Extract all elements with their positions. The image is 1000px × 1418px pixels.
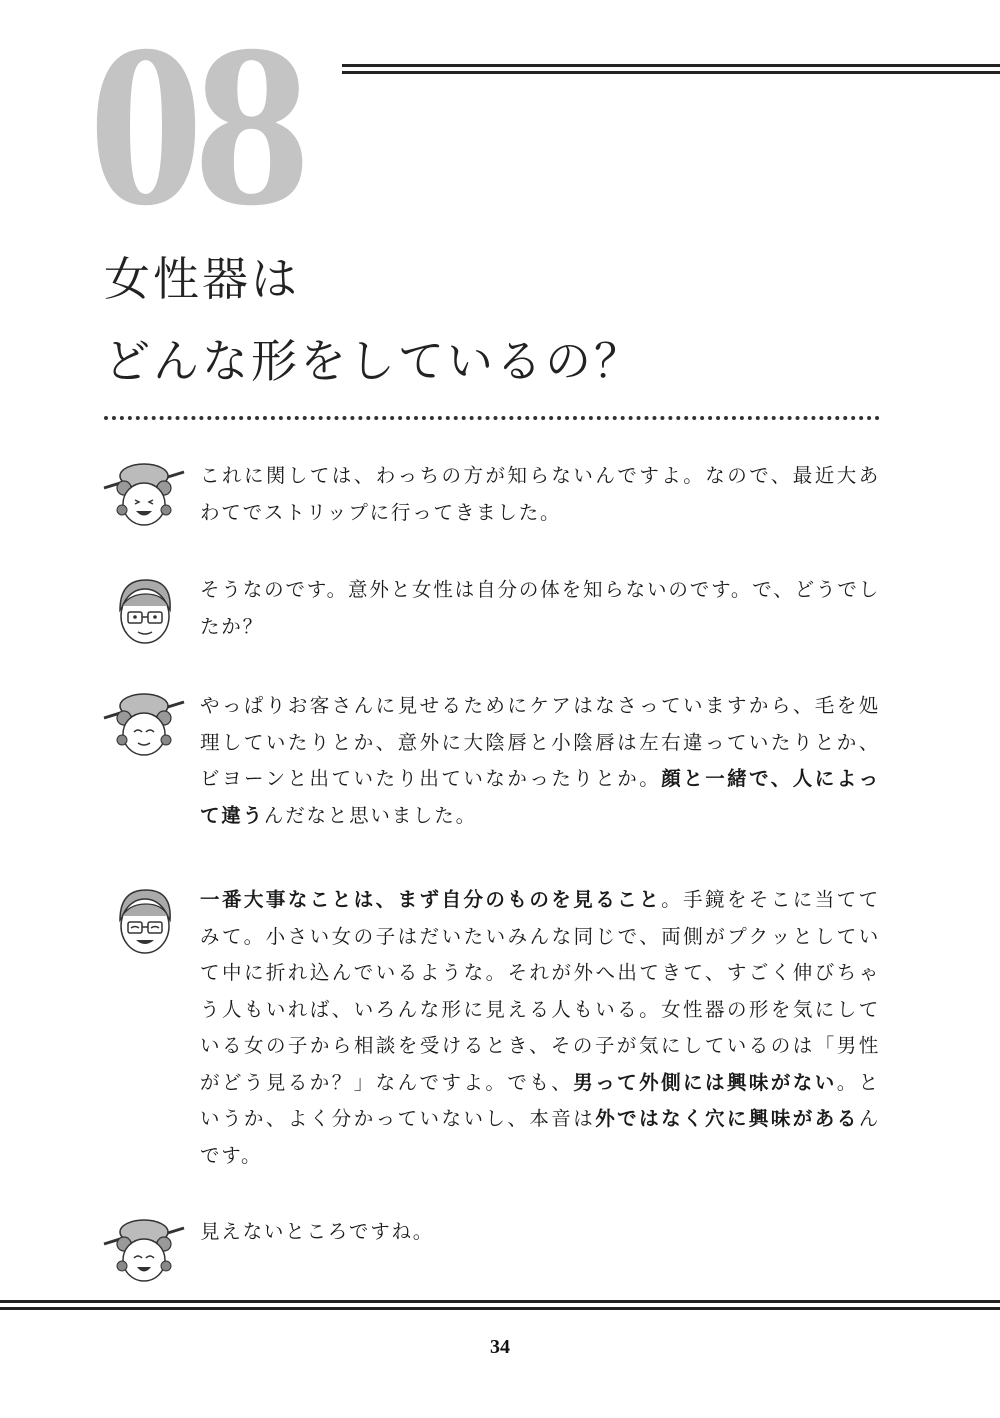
dialogue-text: [200, 688, 880, 834]
dialogue-text: [200, 882, 880, 1174]
woman-avatar-icon: [100, 1214, 188, 1292]
woman-avatar-icon: [100, 688, 188, 766]
bold-text-segment: 一番大事なことは、まず自分のものを見ること: [200, 888, 662, 911]
top-double-rule: [342, 64, 1000, 74]
page-number: 34: [490, 1336, 510, 1358]
text-segment: やっぱりお客さんに見せるためにケアはなさっていますから、毛を処理していたりとか、意外に大陰唇と小陰唇は左右違っていたりとか、ビヨーンと出ていたり出ていなかったりとか。: [200, 694, 880, 790]
dialogue-text: [200, 458, 880, 531]
chapter-title: [104, 238, 643, 402]
text-segment: そうなのです。意外と女性は自分の体を知らないのです。で、どうでしたか？: [200, 578, 880, 638]
bold-text-segment: 男って外側には興味がない: [573, 1070, 837, 1094]
dialogue-text: [200, 1214, 880, 1251]
text-segment: 見えないところですね。: [200, 1220, 435, 1243]
man-avatar-icon: [100, 572, 188, 650]
dialogue-text: [200, 572, 880, 645]
dotted-divider: [104, 416, 880, 420]
bottom-double-rule: [0, 1300, 1000, 1310]
title-line-2: どんな形をしているの？: [104, 334, 643, 388]
text-segment: 。というか、よく分かっていないし、本音は: [200, 1070, 880, 1130]
text-segment: んです。: [200, 1107, 880, 1167]
woman-avatar-icon: [100, 458, 188, 536]
title-line-1: 女性器は: [104, 252, 300, 306]
chapter-number: 08: [88, 0, 300, 254]
text-segment: これに関しては、わっちの方が知らないんですよ。なので、最近大あわてでストリップに行ってきました。: [200, 464, 880, 524]
man-avatar-icon: [100, 882, 188, 960]
bold-text-segment: 外ではなく穴に興味がある: [595, 1107, 859, 1130]
text-segment: んだなと思いました。: [263, 803, 477, 827]
text-segment: 。手鏡をそこに当ててみて。小さい女の子はだいたいみんな同じで、両側がプクッとしていて中に折れ込んでいるような。それが外へ出てきて、すごく伸びちゃう人もいれば、いろんな形に見える人もいる。女性器の形を気にしている女の子から相談を受けるとき、その子が気にしているのは「男性がどう見るか？」なんですよ。でも、: [200, 888, 880, 1094]
bold-text-segment: 顔と一緒で、人によって違う: [200, 767, 880, 827]
